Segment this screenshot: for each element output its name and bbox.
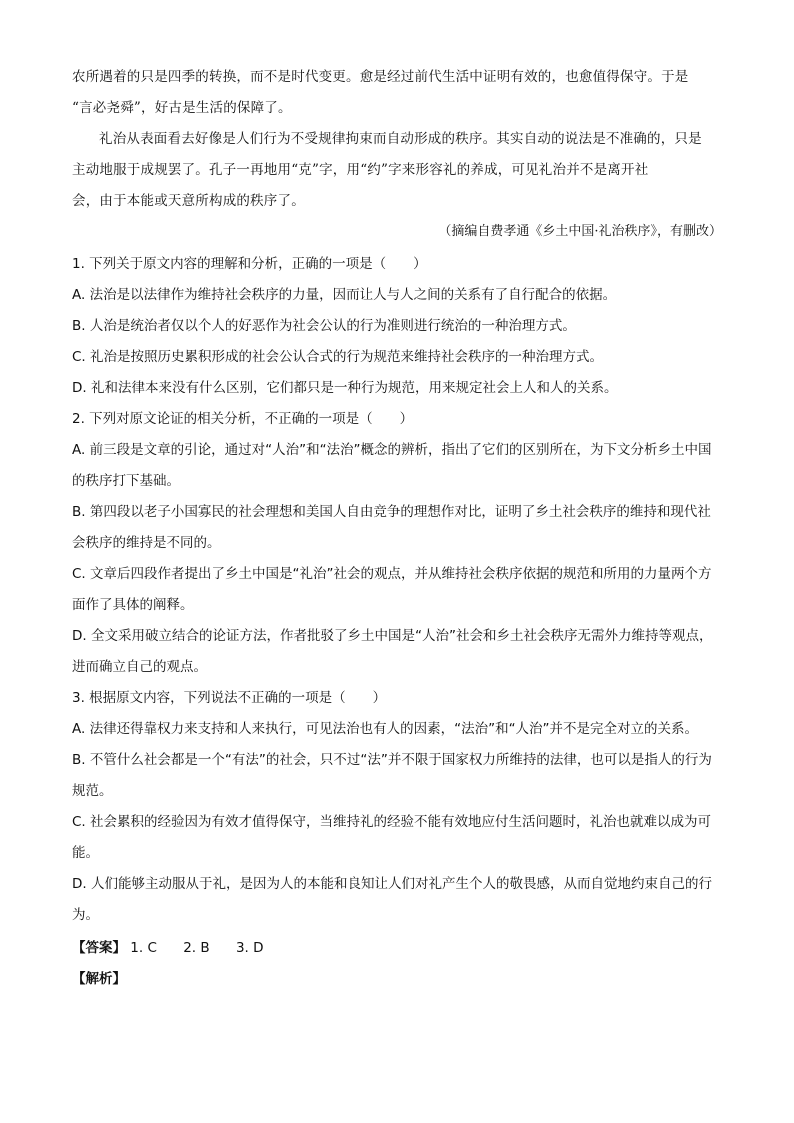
option-b: B. 不管什么社会都是一个“有法”的社会，只不过“法”并不限于国家权力所维持的法律，也可以是指人的行为规范。 [72,752,712,799]
passage [72,62,722,217]
option-c: C. 社会累积的经验因为有效才值得保守，当维持礼的经验不能有效地应付生活问题时，礼治也就难以成为可能。 [72,814,712,861]
option-d: D. 礼和法律本来没有什么区别，它们都只是一种行为规范，用来规定社会上人和人的关系。 [72,380,618,396]
answer-item: 1. C [130,940,157,956]
answer-item: 2. B [183,940,210,956]
passage-line: 农所遇着的只是四季的转换，而不是时代变更。愈是经过前代生活中证明有效的，也愈值得保守。于是 [72,69,689,85]
option-a: A. 法治是以法律作为维持社会秩序的力量，因而让人与人之间的关系有了自行配合的依据。 [72,287,617,303]
option-c: C. 礼治是按照历史累积形成的社会公认合式的行为规范来维持社会秩序的一种治理方式。 [72,349,604,365]
answer-line [72,933,722,964]
option-b: B. 第四段以老子小国寡民的社会理想和美国人自由竞争的理想作对比，证明了乡土社会秩序的维持和现代社会秩序的维持是不同的。 [72,504,711,551]
question-2 [72,404,722,683]
option-c: C. 文章后四段作者提出了乡土中国是“礼治”社会的观点，并从维持社会秩序依据的规范和所用的力量两个方面作了具体的阐释。 [72,566,712,613]
option-a: A. 前三段是文章的引论，通过对“人治”和“法治”概念的辨析，指出了它们的区别所在，为下文分析乡土中国的秩序打下基础。 [72,442,712,489]
question-stem: 3. 根据原文内容，下列说法不正确的一项是（ ） [72,690,387,706]
passage-line: “言必尧舜”，好古是生活的保障了。 [72,100,292,116]
question-stem: 2. 下列对原文论证的相关分析，不正确的一项是（ ） [72,411,414,427]
answer-tag: 【答案】 [72,940,126,956]
question-1 [72,249,722,404]
option-d: D. 人们能够主动服从于礼，是因为人的本能和良知让人们对礼产生个人的敬畏感，从而自觉地约束自己的行为。 [72,876,712,923]
option-a: A. 法律还得靠权力来支持和人来执行，可见法治也有人的因素，“法治”和“人治”并不是完全对立的关系。 [72,721,699,737]
passage-line: 主动地服于成规罢了。孔子一再地用“克”字，用“约”字来形容礼的养成，可见礼治并不是离开社 [72,162,649,178]
question-3 [72,683,722,931]
analysis-tag: 【解析】 [72,971,126,987]
passage-source: （摘编自费孝通《乡土中国·礼治秩序》，有删改） [438,224,722,239]
question-stem: 1. 下列关于原文内容的理解和分析，正确的一项是（ ） [72,256,427,272]
passage-line: 会，由于本能或天意所构成的秩序了。 [72,193,305,209]
option-b: B. 人治是统治者仅以个人的好恶作为社会公认的行为准则进行统治的一种治理方式。 [72,318,576,334]
analysis-heading [72,964,722,995]
option-d: D. 全文采用破立结合的论证方法，作者批驳了乡土中国是“人治”社会和乡土社会秩序无需外力维持等观点，进而确立自己的观点。 [72,628,713,675]
answer-item: 3. D [235,940,264,956]
passage-line: 礼治从表面看去好像是人们行为不受规律拘束而自动形成的秩序。其实自动的说法是不准确的，只是 [99,131,702,147]
